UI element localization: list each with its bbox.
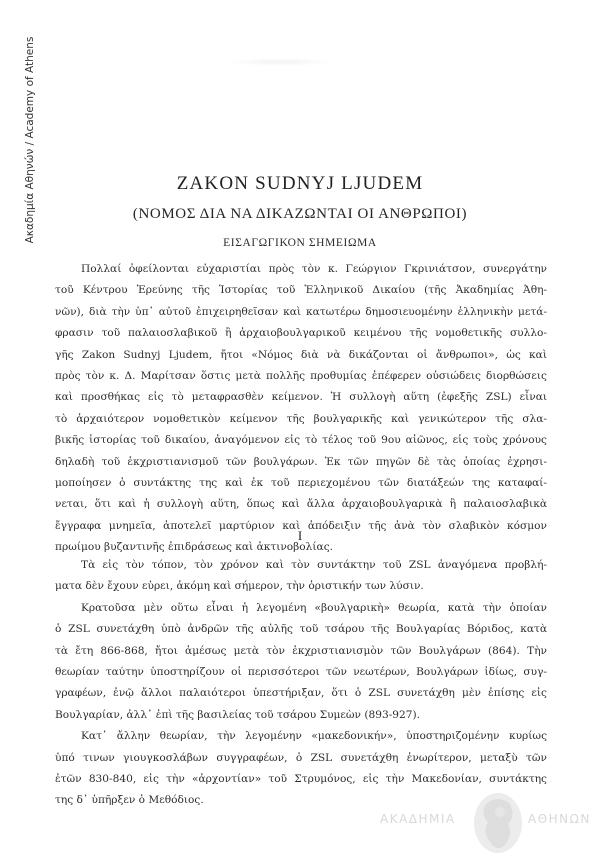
paragraph [55,598,547,726]
side-credit-text: Ακαδημία Αθηνών / Academy of Athens [24,36,36,244]
page-smudge [225,58,335,66]
text-line: βικῆς ἱστορίας τοῦ δικαίου, ἀναγόμενον εἰς τὸ τέλος τοῦ 9ου αἰῶνος, εἰς τοὺς χρόνους [55,434,547,447]
section1-body [55,555,547,812]
text-line: μοποίησεν ὁ συντάκτης της καὶ ἐκ τοῦ περιεχομένου τῶν διατάξεών της καταφαί- [55,477,547,490]
text-line: ὑπό τινων γιουγκοσλάβων συγγραφέων, ὁ ZSL συνετάχθη ἐνωρίτερον, μεταξὺ τῶν [55,751,547,764]
text-line: ματα δὲν ἔχουν εὑρει, ἀκόμη καὶ σήμερον, τὴν ὁριστικήν των λύσιν. [55,580,424,593]
text-line: Κρατοῦσα μὲν οὕτω εἶναι ἡ λεγομένη «βουλγαρικὴ» θεωρία, κατὰ τὴν ὁποίαν [81,601,547,614]
paragraph [55,555,547,598]
text-line: ἐτῶν 830-840, εἰς τὴν «ἀρχοντίαν» τοῦ Στρυμόνος, εἰς τὴν Μακεδονίαν, συντάκτης [55,773,547,786]
text-line: δηλαδὴ τοῦ ἐκχριστιανισμοῦ τῶν βουλγάρων. Ἐκ τῶν πηγῶν δὲ τὰς ὁποίας ἐχρησι- [55,455,547,468]
text-line: Πολλαί ὀφείλονται εὐχαριστίαι πρὸς τὸν κ. Γεώργιον Γκρινιάτσον, συνεργάτην [81,263,547,275]
text-line: ὁ ZSL συνετάχθη ὑπὸ ἀνδρῶν τῆς αὐλῆς τοῦ τσάρου τῆς Βουλγαρίας Βόριδος, κατὰ [55,623,547,636]
intro-paragraph [55,259,547,559]
section-number: I [297,528,303,543]
text-line: γῆς Zakon Sudnyj Ljudem, ἤτοι «Νόμος διὰ νὰ δικάζονται οἱ ἄνθρωποι», ὡς καὶ [55,348,547,361]
text-line: πρωίμου βυζαντινῆς ἐπιδράσεως καὶ ἀκτινοβολίας. [55,541,334,554]
text-line: τὸ ἀρχαιότερον νομοθετικὸν κείμενον τῆς βουλγαρικῆς καὶ γενικώτερον τῆς σλα- [55,412,547,425]
text-line: της δ᾽ ὑπῆρξεν ὁ Μεθόδιος. [55,794,204,807]
watermark-text-right: ΑΘΗΝΩΝ [528,812,591,826]
text-line: θεωρίαν ταύτην ὑποστηρίζουν οἱ περισσότεροι τῶν νεωτέρων, Βουλγάρων ἰδίως, συγ- [55,666,547,679]
text-line: γραφέων, ἐνῷ ἄλλοι παλαιότεροι ὑπεστήριξαν, ὅτι ὁ ZSL συνετάχθη μὲν ἐπίσης εἰς [55,687,547,700]
text-line: Τὰ εἰς τὸν τόπον, τὸν χρόνον καὶ τὸν συντάκτην τοῦ ZSL ἀναγόμενα προβλή- [81,559,547,571]
text-line: Βουλγαρίαν, ἀλλ᾽ ἐπὶ τῆς βασιλείας τοῦ τσάρου Συμεὼν (893-927). [55,708,421,721]
paragraph [55,726,547,812]
text-line: ἔγγραφα μνημεῖα, ἀποτελεῖ μαρτύριον καὶ ἀπόδειξιν τῆς ἀνὰ τὸν σλαβικὸν κόσμον [55,519,547,532]
document-title: ZAKON SUDNYJ LJUDEM [176,173,424,194]
text-line: τὰ ἔτη 866-868, ἤτοι ἀμέσως μετὰ τὸν ἐκχριστιανισμὸν τῶν Βουλγάρων (864). Τὴν [55,644,547,657]
text-line: καὶ προσθήκας εἰς τὸ μεταφρασθὲν κείμενον. Ἡ συλλογὴ αὕτη (ἐφεξῆς ZSL) εἶναι [55,391,547,404]
text-line: νεται, ὅτι καὶ ἡ συλλογὴ αὕτη, ὅπως καὶ ἄλλα ἀρχαιοβουλγαρικὰ ἢ παλαιοσλαβικὰ [55,498,547,511]
document-subtitle: (ΝΟΜΟΣ ΔΙΑ ΝΑ ΔΙΚΑΖΩΝΤΑΙ ΟΙ ΑΝΘΡΩΠΟΙ) [132,206,468,222]
text-line: φρασιν τοῦ παλαιοσλαβικοῦ ἢ ἀρχαιοβουλγαρικοῦ κειμένου τῆς νομοθετικῆς συλλο- [55,327,547,340]
text-line: νῶν), διὰ τὴν ὑπ᾽ αὐτοῦ ἐπιχειρηθεῖσαν καὶ κατωτέρω δημοσιευομένην ἑλληνικὴν μετά- [55,305,547,318]
section-heading: ΕΙΣΑΓΩΓΙΚΟΝ ΣΗΜΕΙΩΜΑ [223,237,377,249]
text-line: τοῦ Κέντρου Ἐρεύνης τῆς Ἱστορίας τοῦ Ἑλληνικοῦ Δικαίου (τῆς Ἀκαδημίας Ἀθη- [55,284,547,297]
text-line: πρὸς τὸν κ. Δ. Μαρίτσαν ὅστις μετὰ πολλῆς προθυμίας ἐπέφερεν οὐσιώδεις διορθώσεις [55,370,547,383]
watermark-text-left: ΑΚΑΔΗΜΙΑ [380,812,456,826]
text-line: Κατ᾽ ἄλλην θεωρίαν, τὴν λεγομένην «μακεδονικήν», ὑποστηριζομένην κυρίως [81,730,547,743]
